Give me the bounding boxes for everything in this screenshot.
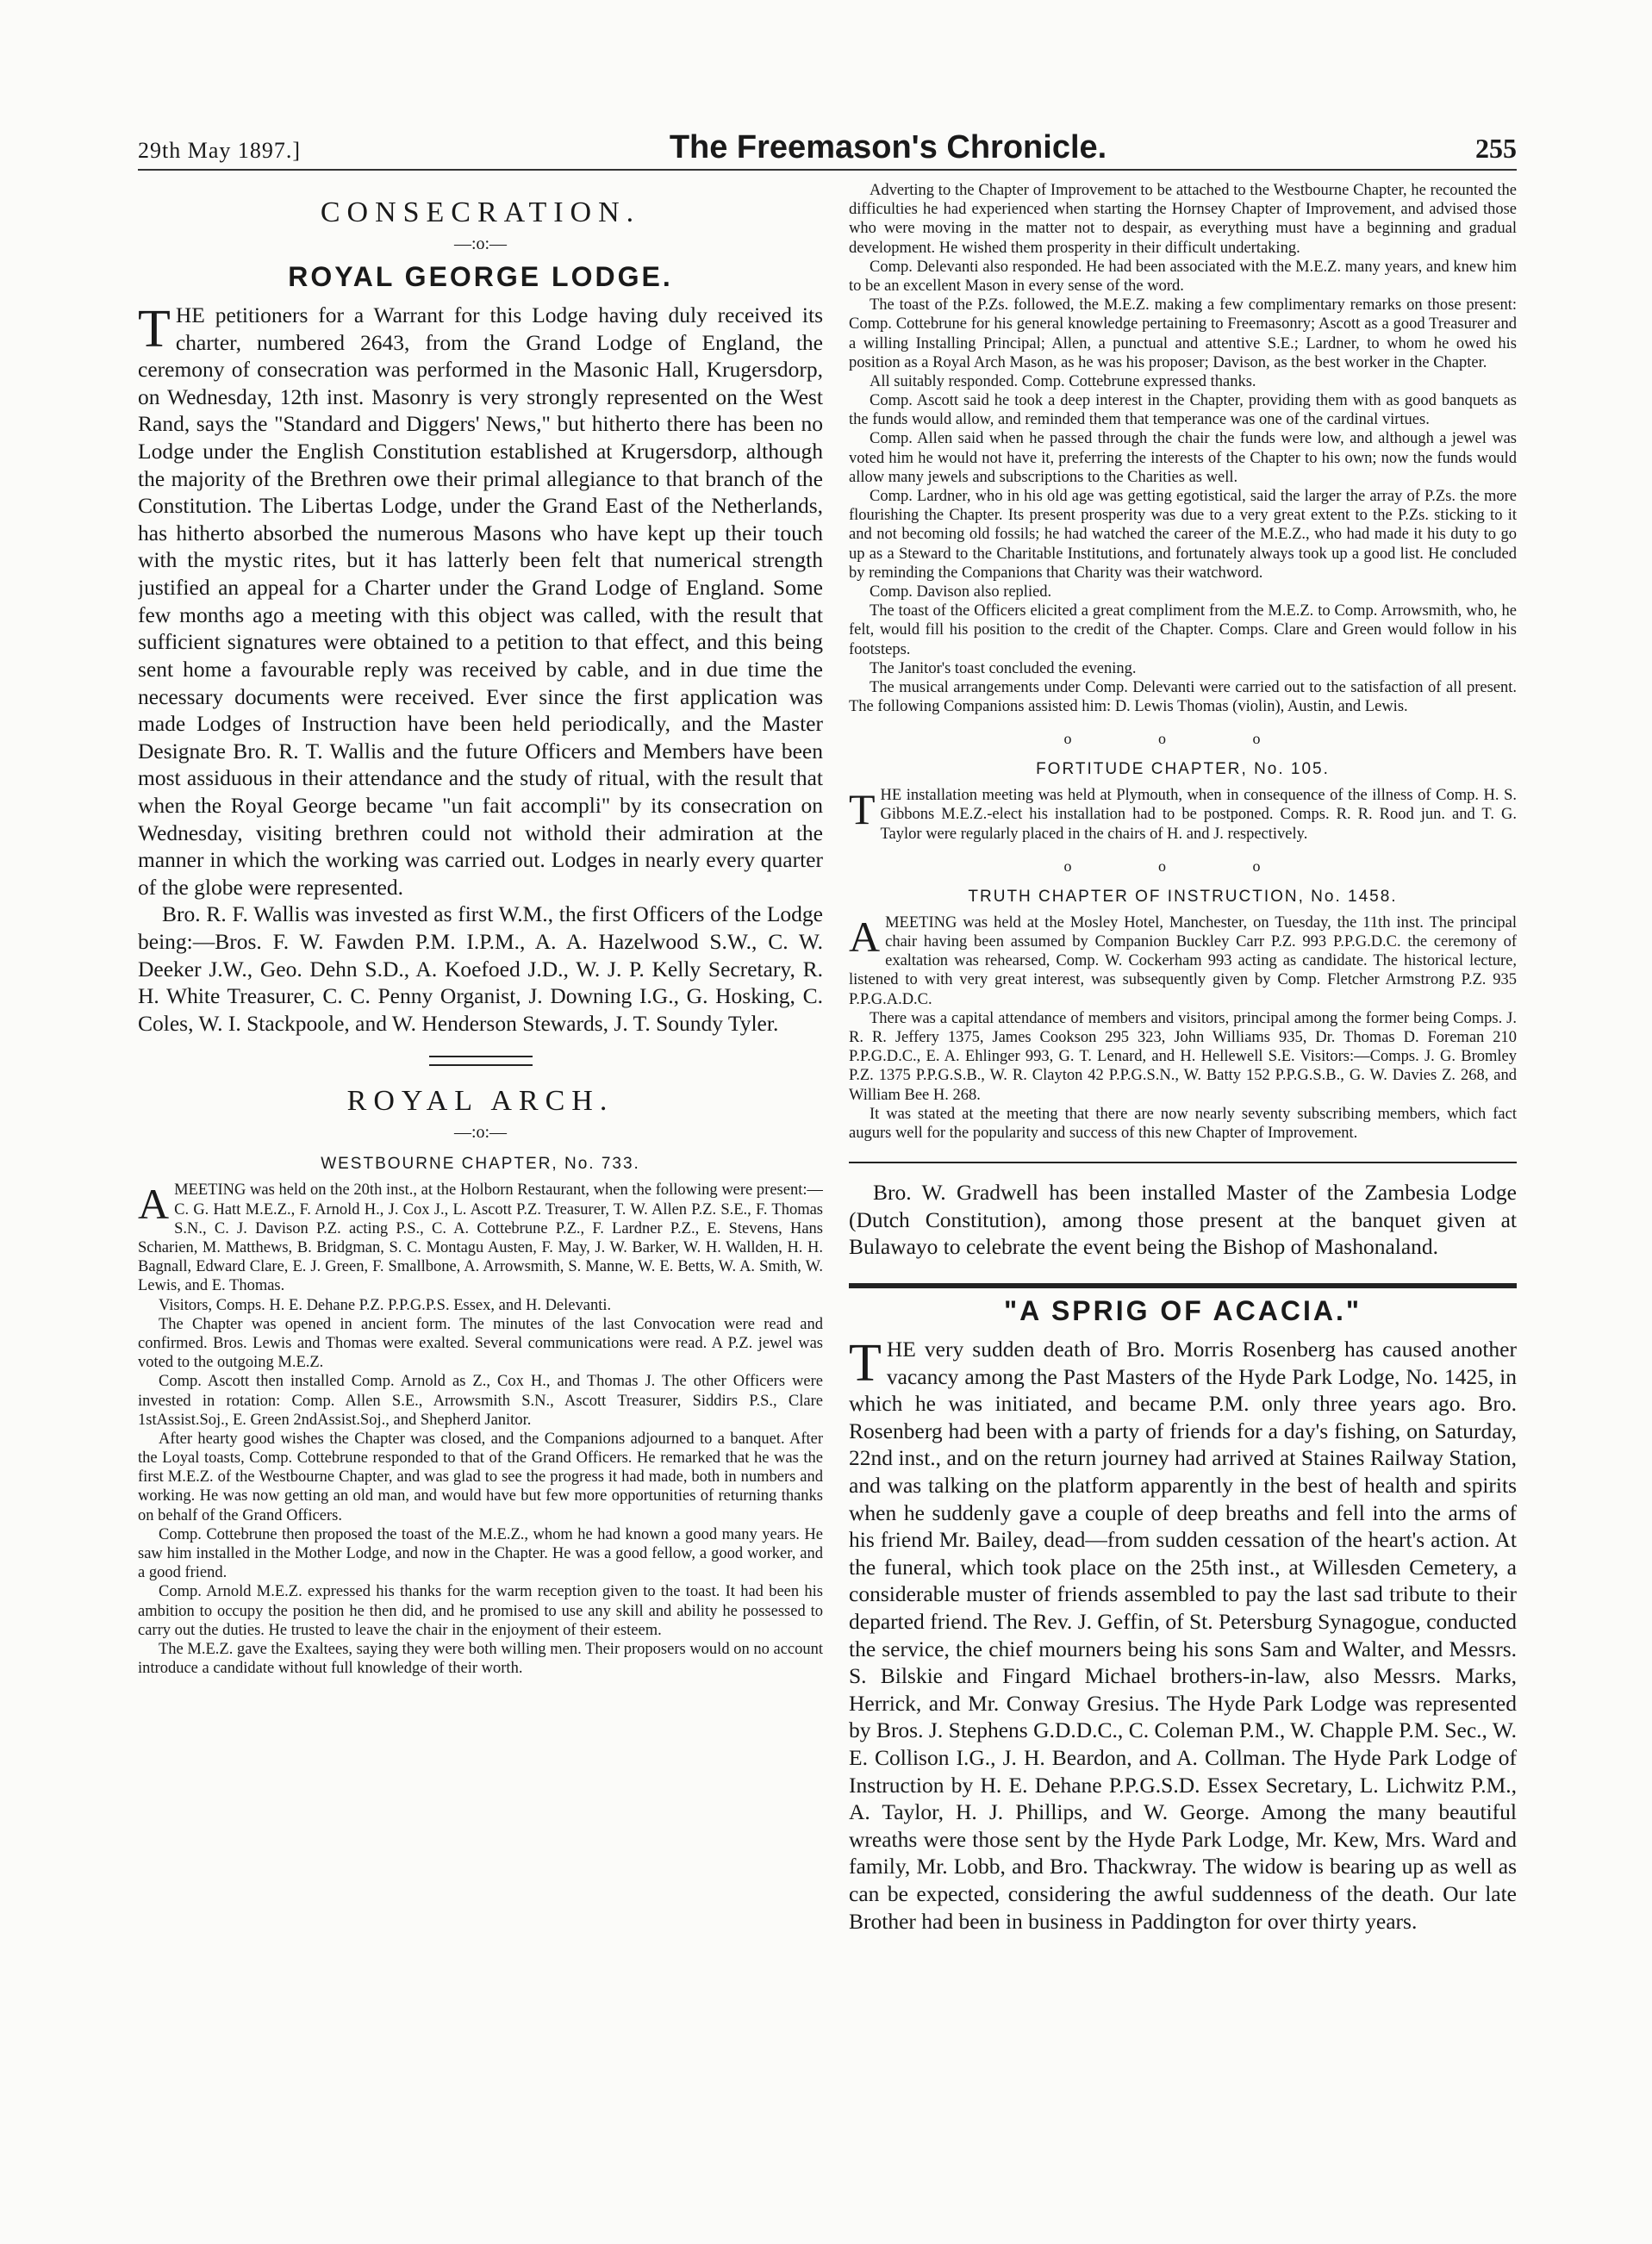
article-paragraph: The toast of the P.Zs. followed, the M.E.Z. making a few complimentary remarks on those present: Comp. Cottebrune for his general knowledge pertaining to Freemasonry; Ascott as a good Treasurer and a willing Installing Principal; Allen, a punctual and attentive S.E.; Lardner, to whom he owed his position as a Royal Arch Mason, as he was his proposer; Davison, as the best worker in the Chapter. xyxy=(849,296,1517,371)
royal-arch-section-title: ROYAL ARCH. xyxy=(346,1085,614,1118)
article-paragraph: Comp. Ascott said he took a deep interest in the Chapter, providing them with as good banquets as the funds would allow, and reminded them that temperance was one of the cardinal virtues. xyxy=(849,392,1517,429)
article-paragraph: Comp. Lardner, who in his old age was getting egotistical, said the larger the array of P.Zs. the more flourishing the Chapter. Its present prosperity was due to a very great extent to the P.Zs. sticking to it and not becoming old fossils; he had watched the career of the M.E.Z., who had made it his duty to go up as a Steward to the Charitable Institutions, and fortunately always took up a good list. He concluded by reminding the Companions that Charity was their watchword. xyxy=(849,488,1517,582)
westbourne-continued xyxy=(849,181,1517,716)
fortitude-heading: FORTITUDE CHAPTER, No. 105. xyxy=(1036,760,1330,779)
article-paragraph: After hearty good wishes the Chapter was closed, and the Companions adjourned to a banquet. After the Loyal toasts, Comp. Cottebrune responded to that of the Grand Officers. He remarked that he was the first M.E.Z. of the Westbourne Chapter, and was glad to see the progress it had made, both in numbers and working. He was now getting an old man, and would have but few more opportunities of returning thanks on behalf of the Grand Officers. xyxy=(138,1430,823,1524)
article-paragraph: Comp. Allen said when he passed through the chair the funds were low, and although a jewel was voted him he would not have it, preferring the interests of the Chapter to his own; now the funds would allow many jewels and subscriptions to the Charities as well. xyxy=(849,430,1517,486)
article-paragraph: Comp. Cottebrune then proposed the toast of the M.E.Z., whom he had known a good many years. He saw him installed in the Mother Lodge, and now in the Chapter. He was a good fellow, a good worker, and a good friend. xyxy=(138,1525,823,1582)
issue-date: 29th May 1897.] xyxy=(138,138,302,163)
article-paragraph: THE installation meeting was held at Plymouth, when in consequence of the illness of Comp. H. S. Gibbons M.E.Z.-elect his installation had to be postponed. Comps. R. R. Rood jun. and T. G. Taylor were regularly placed in the chairs of H. and J. respectively. xyxy=(849,785,1517,843)
truth-article xyxy=(849,913,1517,1143)
truth-heading: TRUTH CHAPTER OF INSTRUCTION, No. 1458. xyxy=(968,887,1398,906)
westbourne-heading: WESTBOURNE CHAPTER, No. 733. xyxy=(321,1155,640,1174)
section-separator: —:o:— xyxy=(453,1123,508,1143)
article-paragraph: AMEETING was held on the 20th inst., at the Holborn Restaurant, when the following were present:—C. G. Hatt M.E.Z., F. Arnold H., J. Cox J., L. Ascott P.Z. Treasurer, T. W. Allen P.Z. S.E., F. Thomas S.N., C. J. Davison P.Z. acting P.S., C. A. Cottebrune P.Z., F. Lardner P.Z., E. Stevens, Hans Scharien, M. Matthews, B. Bridgman, S. C. Montagu Austen, F. May, J. W. Barker, W. H. Wallden, H. H. Bagnall, Edward Clare, E. J. Green, F. Smallbone, A. Arrowsmith, S. Manne, W. E. Betts, W. A. Smith, W. Lewis, and E. Thomas. xyxy=(138,1180,823,1295)
publication-title: The Freemason's Chronicle. xyxy=(669,129,1107,165)
article-paragraph: Bro. R. F. Wallis was invested as first W.M., the first Officers of the Lodge being:—Bros. F. W. Fawden P.M. I.P.M., A. A. Hazelwood S.W., C. W. Deeker J.W., Geo. Dehn S.D., A. Koefoed J.D., W. J. P. Kelly Secretary, R. H. White Treasurer, C. C. Penny Organist, J. Downing I.G., G. Hosking, C. Coles, W. I. Stackpoole, and W. Henderson Stewards, J. T. Soundy Tyler. xyxy=(138,901,823,1036)
article-paragraph: The musical arrangements under Comp. Delevanti were carried out to the satisfaction of all present. The following Companions assisted him: D. Lewis Thomas (violin), Austin, and Lewis. xyxy=(849,678,1517,716)
article-paragraph: The M.E.Z. gave the Exaltees, saying they were both willing men. Their proposers would on no account introduce a candidate without full knowledge of their worth. xyxy=(138,1640,823,1678)
article-paragraph: Comp. Arnold M.E.Z. expressed his thanks for the warm reception given to the toast. It had been his ambition to occupy the position he then did, and he promised to use any skill and ability he possessed to carry out the duties. He trusted to leave the chair in the enjoyment of their esteem. xyxy=(138,1583,823,1639)
article-paragraph: The toast of the Officers elicited a great compliment from the M.E.Z. to Comp. Arrowsmith, who, he felt, would fill his position to the credit of the Chapter. Comps. Clare and Green would follow in his footsteps. xyxy=(849,602,1517,658)
article-paragraph: AMEETING was held at the Mosley Hotel, Manchester, on Tuesday, the 11th inst. The principal chair having been assumed by Companion Buckley Carr P.Z. 993 P.P.G.D.C. the ceremony of exaltation was rehearsed, Comp. W. Cockerham 993 acting as candidate. The historical lecture, listened to with very great interest, was subsequently given by Comp. Fletcher Armstrong P.Z. 935 P.P.G.A.D.C. xyxy=(849,912,1517,1008)
article-paragraph: All suitably responded. Comp. Cottebrune expressed thanks. xyxy=(870,372,1256,390)
article-paragraph: Comp. Delevanti also responded. He had been associated with the M.E.Z. many years, and knew him to be an excellent Mason in every sense of the word. xyxy=(849,258,1517,295)
consecration-section-title: CONSECRATION. xyxy=(320,196,641,228)
acacia-heading: "A SPRIG OF ACACIA." xyxy=(1003,1294,1362,1326)
article-paragraph: Comp. Ascott then installed Comp. Arnold as Z., Cox H., and Thomas J. The other Officers were invested in rotation: Comp. Allen S.E., Arrowsmith S.N., Ascott Treasurer, Siddirs P.S., Clare 1stAssist.Soj., E. Green 2ndAssist.Soj., and Shepherd Janitor. xyxy=(138,1373,823,1429)
article-paragraph: THE petitioners for a Warrant for this Lodge having duly received its charter, numbered 2643, from the Grand Lodge of England, the ceremony of consecration was performed in the Masonic Hall, Krugersdorp, on Wednesday, 12th inst. Masonry is very strongly represented on the West Rand, says the "Standard and Diggers' News," but hitherto there has been no Lodge under the English Constitution established at Krugersdorp, although the majority of the Brethren owe their primal allegiance to that branch of the Constitution. The Libertas Lodge, under the Grand East of the Netherlands, has hitherto absorbed the numerous Masons who have kept up their touch with the mystic rites, but it has latterly been felt that numerical strength justified an appeal for a Charter under the Grand Lodge of England. Some few months ago a meeting with this object was called, with the result that sufficient signatures were obtained to a petition to that effect, and this being sent home a favourable reply was received by cable, and in due time the necessary documents were received. Ever since the first application was made Lodges of Instruction have been held periodically, and the Master Designate Bro. R. T. Wallis and the future Officers and Members have been most assiduous in their attendance and the study of ritual, with the result that when the Royal George became "un fait accompli" by its consecration on Wednesday, visiting brethren could not withold their admiration at the manner in which the working was carried out. Lodges in nearly every quarter of the globe were represented. xyxy=(138,300,823,900)
article-paragraph: THE very sudden death of Bro. Morris Rosenberg has caused another vacancy among the Past Masters of the Hyde Park Lodge, No. 1425, in which he was initiated, and became P.M. only three years ago. Bro. Rosenberg had been with a party of friends for a day's fishing, on Saturday, 22nd inst., and on the return journey had arrived at Staines Railway Station, and was talking on the platform apparently in the best of health and spirits when he suddenly gave a couple of deep breaths and fell into the arms of his friend Mr. Bailey, dead—from sudden cessation of the heart's action. At the funeral, which took place on the 25th inst., at Willesden Cemetery, a considerable muster of friends assembled to pay the last sad tribute to their departed friend. The Rev. J. Geffin, of St. Petersburg Synagogue, conducted the service, the chief mourners being his sons Sam and Walter, and Messrs. S. Bilskie and Fingard Michael brothers-in-law, also Messrs. Marks, Herrick, and Mr. Conway Gresius. The Hyde Park Lodge was represented by Bros. J. Stephens G.D.D.C., C. Coleman P.M., W. Chapple P.M. Sec., W. E. Collison I.G., J. H. Beardon, and A. Collman. The Hyde Park Lodge of Instruction by H. E. Dehane P.P.G.S.D. Essex Secretary, L. Lichwitz P.M., A. Taylor, H. J. Phillips, and W. George. Among the many beautiful wreaths were those sent by the Hyde Park Lodge, Mr. Kew, Mrs. Ward and family, Mr. Lobb, and Bro. Thackwray. The widow is bearing up as well as can be expected, considering the awful suddenness of the death. Our late Brother had been in business in Paddington for over thirty years. xyxy=(849,1333,1517,1934)
fortitude-article xyxy=(849,786,1517,844)
zambesia-notice xyxy=(849,1179,1517,1261)
section-separator: —:o:— xyxy=(453,234,508,253)
royal-george-heading: ROYAL GEORGE LODGE. xyxy=(288,261,673,292)
acacia-article xyxy=(849,1333,1517,1935)
heavy-divider xyxy=(849,1283,1517,1288)
article-paragraph: It was stated at the meeting that there are now nearly seventy subscribing members, which fact augurs well for the popularity and success of this new Chapter of Improvement. xyxy=(849,1105,1517,1142)
masthead xyxy=(138,129,1517,167)
double-rule-divider xyxy=(429,1056,533,1066)
left-column xyxy=(138,181,823,2215)
article-paragraph: The Chapter was opened in ancient form. The minutes of the last Convocation were read and confirmed. Bros. Lewis and Thomas were exalted. Several communications were read. A P.Z. jewel was voted to the outgoing M.E.Z. xyxy=(138,1315,823,1372)
article-paragraph: The Janitor's toast concluded the evening. xyxy=(870,659,1137,677)
thin-divider xyxy=(849,1162,1517,1163)
masthead-rule xyxy=(138,169,1517,171)
westbourne-article xyxy=(138,1181,823,1678)
ooo-separator: o o o xyxy=(1063,730,1302,748)
ooo-separator: o o o xyxy=(1063,857,1302,875)
article-paragraph: Bro. W. Gradwell has been installed Master of the Zambesia Lodge (Dutch Constitution), among those present at the banquet given at Bulawayo to celebrate the event being the Bishop of Mashonaland. xyxy=(849,1180,1517,1260)
consecration-article xyxy=(138,302,823,1037)
article-paragraph: Adverting to the Chapter of Improvement to be attached to the Westbourne Chapter, he recounted the difficulties he had experienced when starting the Hornsey Chapter of Improvement, and advised those who were moving in the matter not to despair, as everything must have a beginning and gradual development. He wished them prosperity in their difficult undertaking. xyxy=(849,182,1517,257)
article-paragraph: There was a capital attendance of members and visitors, principal among the former being Comps. J. R. R. Jeffery 1375, James Cookson 295 323, John Williams 935, Dr. Thomas D. Foreman 210 P.P.G.D.C., E. A. Ehlinger 993, G. T. Lenard, and H. Hellewell S.E. Visitors:—Comps. J. G. Bromley P.Z. 1375 P.P.G.S.B., W. R. Clayton 42 P.P.G.S.N., W. Batty 152 P.P.G.S.B., G. W. Davies Z. 268, and William Bee H. 268. xyxy=(849,1009,1517,1104)
right-column xyxy=(849,181,1517,2215)
article-paragraph: Visitors, Comps. H. E. Dehane P.Z. P.P.G.P.S. Essex, and H. Delevanti. xyxy=(159,1296,612,1314)
page-number: 255 xyxy=(1474,133,1517,164)
article-paragraph: Comp. Davison also replied. xyxy=(870,583,1052,601)
